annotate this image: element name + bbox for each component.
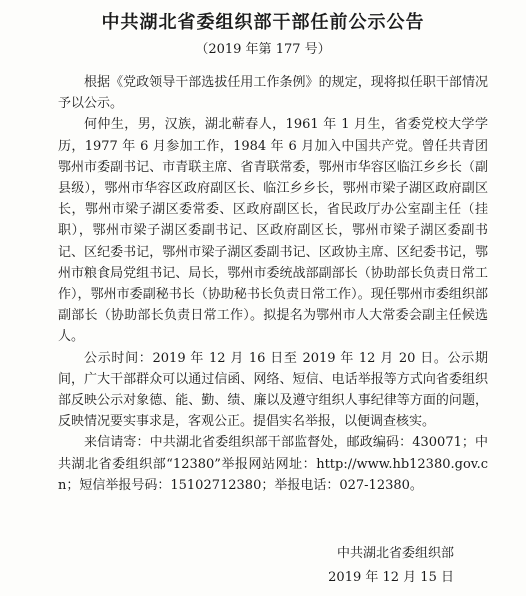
paragraph-publicity-period: 公示时间：2019 年 12 月 16 日至 2019 年 12 月 20 日。公示期间，广大干部群众可以通过信函、网络、短信、电话举报等方式向省委组织部反映公示对象德、能、勤、绩、廉以及遵守组织人事纪律等方面的问题，反映情况要实事求是，客观公正。提倡实名举报，以便调查核实。	[58, 350, 488, 430]
signature-organization: 中共湖北省委组织部	[336, 546, 454, 561]
paragraph-candidate: 何仲生，男，汉族，湖北蕲春人，1961 年 1 月生，省委党校大学学历，1977 年 6 月参加工作，1984 年 6 月加入中国共产党。曾任共青团鄂州市委副书记、市青联主席、省青联常委，鄂州市华容区临江乡乡长（副县级），鄂州市华容区政府副区长、临江乡乡长，鄂州市梁子湖区政府副区长，鄂州市梁子湖区委常委、区政府副区长，省民政厅办公室副主任（挂职），鄂州市梁子湖区委副书记、区政府副区长，鄂州市梁子湖区委副书记、区纪委书记，鄂州市梁子湖区委副书记、区政协主席、区纪委书记，鄂州市粮食局党组书记、局长，鄂州市委统战部副部长（协助部长负责日常工作），鄂州市委副秘书长（协助秘书长负责日常工作）。现任鄂州市委组织部副部长（协助部长负责日常工作）。拟提名为鄂州市人大常委会副主任候选人。	[58, 117, 488, 345]
paragraph-intro: 根据《党政领导干部选拔任用工作条例》的规定，现将拟任职干部情况予以公示。	[58, 75, 488, 112]
issue-number: （2019 年第 177 号）	[195, 42, 331, 57]
document-body	[58, 72, 488, 496]
paragraph-contact: 来信请寄：中共湖北省委组织部干部监督处，邮政编码：430071；中共湖北省委组织部“12380”举报网站网址：http://www.hb12380.gov.cn；短信举报号码：15102712380；举报电话：027-12380。	[58, 435, 488, 493]
signature-date: 2019 年 12 月 15 日	[328, 570, 454, 585]
document-title: 中共湖北省委组织部干部任前公示公告	[101, 12, 425, 33]
